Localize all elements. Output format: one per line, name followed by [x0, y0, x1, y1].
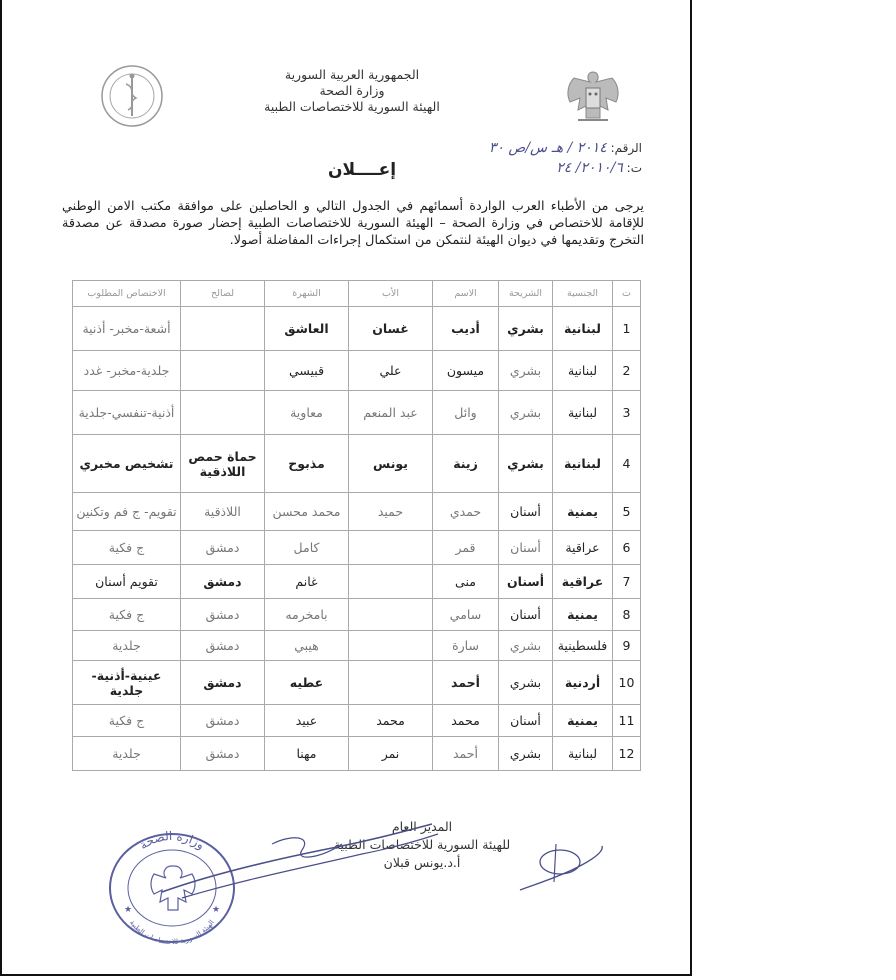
letterhead-line-country: الجمهورية العربية السورية	[284, 67, 420, 82]
cell-nationality: لبنانية	[553, 391, 613, 435]
table-row	[73, 705, 641, 737]
table-row	[73, 631, 641, 661]
svg-text:★: ★	[212, 905, 221, 915]
cell-index: 2	[613, 351, 641, 391]
cell-category: بشري	[499, 351, 553, 391]
cell-name: أحمد	[433, 737, 499, 771]
cell-nationality: لبنانية	[553, 435, 613, 493]
cell-surname: غانم	[265, 565, 349, 599]
cell-surname: محمد محسن	[265, 493, 349, 531]
cell-surname: مهنا	[265, 737, 349, 771]
col-header-for: لصالح	[181, 281, 265, 307]
letterhead	[242, 67, 462, 115]
cell-category: بشري	[499, 737, 553, 771]
initials-signature	[516, 838, 606, 898]
cell-specialty: تقويم أسنان	[73, 565, 181, 599]
cell-for: اللاذقية	[181, 493, 265, 531]
col-header-nationality: الجنسية	[553, 281, 613, 307]
cell-specialty: ج فكية	[73, 599, 181, 631]
cell-specialty: جلدية	[73, 631, 181, 661]
cell-nationality: لبنانية	[553, 307, 613, 351]
cell-father	[349, 531, 433, 565]
applicants-table	[72, 280, 641, 771]
table-row	[73, 493, 641, 531]
syrian-eagle-emblem	[560, 66, 626, 128]
cell-nationality: لبنانية	[553, 737, 613, 771]
cell-nationality: يمنية	[553, 493, 613, 531]
cell-for: دمشق	[181, 705, 265, 737]
cell-for	[181, 351, 265, 391]
cell-father	[349, 599, 433, 631]
cell-index: 9	[613, 631, 641, 661]
col-header-surname: الشهرة	[265, 281, 349, 307]
cell-name: سارة	[433, 631, 499, 661]
cell-index: 12	[613, 737, 641, 771]
table-row	[73, 307, 641, 351]
cell-specialty: ج فكية	[73, 531, 181, 565]
cell-name: أديب	[433, 307, 499, 351]
cell-father: غسان	[349, 307, 433, 351]
col-header-index: ت	[613, 281, 641, 307]
cell-nationality: يمنية	[553, 599, 613, 631]
cell-index: 1	[613, 307, 641, 351]
announcement-body: يرجى من الأطباء العرب الواردة أسمائهم في الجدول التالي و الحاصلين على موافقة مكتب الامن الوطني للإقامة للاختصاص في وزارة الصحة – الهيئة السورية للاختصاصات الطبية إحضار صورة مصدقة عن مصدقة التخرج وتقديمها في ديوان الهيئة لنتمكن من استكمال إجراءات المفاضلة أصولا.	[62, 199, 644, 248]
cell-surname: عبيد	[265, 705, 349, 737]
cell-father: علي	[349, 351, 433, 391]
medical-emblem-logo	[98, 62, 166, 130]
table-header-row	[73, 281, 641, 307]
table-row	[73, 599, 641, 631]
cell-father	[349, 565, 433, 599]
handwritten-signature	[152, 814, 442, 904]
cell-specialty: تقويم- ج فم وتكنين	[73, 493, 181, 531]
cell-nationality: لبنانية	[553, 351, 613, 391]
announcement-title: إعــــلان	[327, 160, 397, 180]
col-header-specialty: الاختصاص المطلوب	[73, 281, 181, 307]
cell-surname: عطيه	[265, 661, 349, 705]
cell-category: أسنان	[499, 599, 553, 631]
cell-index: 10	[613, 661, 641, 705]
letterhead-line-authority: الهيئة السورية للاختصاصات الطبية	[264, 99, 440, 114]
table-row	[73, 435, 641, 493]
cell-category: أسنان	[499, 493, 553, 531]
letterhead-line-ministry: وزارة الصحة	[319, 83, 385, 98]
cell-surname: مذبوح	[265, 435, 349, 493]
cell-name: ميسون	[433, 351, 499, 391]
cell-nationality: يمنية	[553, 705, 613, 737]
table-row	[73, 565, 641, 599]
cell-father	[349, 661, 433, 705]
cell-name: منى	[433, 565, 499, 599]
cell-father: يونس	[349, 435, 433, 493]
signature-name: أ.د.يونس قبلان	[383, 855, 461, 870]
reference-number-line	[472, 140, 642, 156]
cell-surname: كامل	[265, 531, 349, 565]
cell-name: قمر	[433, 531, 499, 565]
cell-name: سامي	[433, 599, 499, 631]
cell-surname: هيبي	[265, 631, 349, 661]
cell-father: عبد المنعم	[349, 391, 433, 435]
table-row	[73, 531, 641, 565]
cell-for: دمشق	[181, 531, 265, 565]
cell-surname: العاشق	[265, 307, 349, 351]
cell-category: بشري	[499, 661, 553, 705]
cell-father: حميد	[349, 493, 433, 531]
reference-date-value: ٢٠١٠/٦/ ٢٤	[556, 160, 623, 176]
cell-for: دمشق	[181, 737, 265, 771]
cell-specialty: أشعة-مخبر- أذنية	[73, 307, 181, 351]
cell-category: بشري	[499, 391, 553, 435]
signature-authority: للهيئة السورية للاختصاصات الطبية	[333, 837, 511, 852]
table-row	[73, 737, 641, 771]
table-row	[73, 661, 641, 705]
reference-date-label: ت:	[626, 161, 642, 175]
cell-for: دمشق	[181, 565, 265, 599]
reference-number-value: ٢٠١٤ / هـ س/ص ٣٠	[488, 140, 607, 156]
cell-index: 11	[613, 705, 641, 737]
stamp-top-text: وزارة الصحة	[136, 828, 208, 853]
cell-nationality: عراقية	[553, 531, 613, 565]
cell-index: 5	[613, 493, 641, 531]
signature-title: المدير العام	[391, 819, 453, 834]
cell-specialty: تشخيص مخبري	[73, 435, 181, 493]
cell-category: بشري	[499, 307, 553, 351]
cell-surname: قبيسي	[265, 351, 349, 391]
cell-father	[349, 631, 433, 661]
svg-text:★: ★	[124, 905, 133, 915]
table-row	[73, 351, 641, 391]
cell-name: أحمد	[433, 661, 499, 705]
cell-father: محمد	[349, 705, 433, 737]
cell-category: أسنان	[499, 565, 553, 599]
cell-for: حماة حمص اللاذقية	[181, 435, 265, 493]
reference-date-line	[492, 160, 642, 176]
cell-category: أسنان	[499, 531, 553, 565]
table-row	[73, 391, 641, 435]
cell-nationality: أردنية	[553, 661, 613, 705]
cell-category: بشري	[499, 631, 553, 661]
cell-index: 8	[613, 599, 641, 631]
cell-father: نمر	[349, 737, 433, 771]
col-header-father: الأب	[349, 281, 433, 307]
cell-name: وائل	[433, 391, 499, 435]
stamp-bottom-text: الهيئة السورية للاختصاصات الطبية	[128, 918, 216, 946]
cell-index: 7	[613, 565, 641, 599]
cell-for: دمشق	[181, 661, 265, 705]
cell-for: دمشق	[181, 631, 265, 661]
cell-specialty: جلدية	[73, 737, 181, 771]
cell-name: محمد	[433, 705, 499, 737]
cell-name: حمدي	[433, 493, 499, 531]
cell-category: بشري	[499, 435, 553, 493]
reference-number-label: الرقم:	[610, 141, 642, 155]
cell-index: 6	[613, 531, 641, 565]
cell-nationality: عراقية	[553, 565, 613, 599]
cell-surname: بامخرمه	[265, 599, 349, 631]
cell-category: أسنان	[499, 705, 553, 737]
cell-index: 4	[613, 435, 641, 493]
cell-specialty: ج فكية	[73, 705, 181, 737]
cell-specialty: أذنية-تنفسي-جلدية	[73, 391, 181, 435]
cell-for: دمشق	[181, 599, 265, 631]
cell-nationality: فلسطينية	[553, 631, 613, 661]
cell-surname: معاوية	[265, 391, 349, 435]
col-header-category: الشريحة	[499, 281, 553, 307]
cell-for	[181, 391, 265, 435]
cell-for	[181, 307, 265, 351]
cell-specialty: عينية-أذنية-جلدية	[73, 661, 181, 705]
cell-specialty: جلدية-مخبر- غدد	[73, 351, 181, 391]
cell-index: 3	[613, 391, 641, 435]
cell-name: زينة	[433, 435, 499, 493]
col-header-name: الاسم	[433, 281, 499, 307]
